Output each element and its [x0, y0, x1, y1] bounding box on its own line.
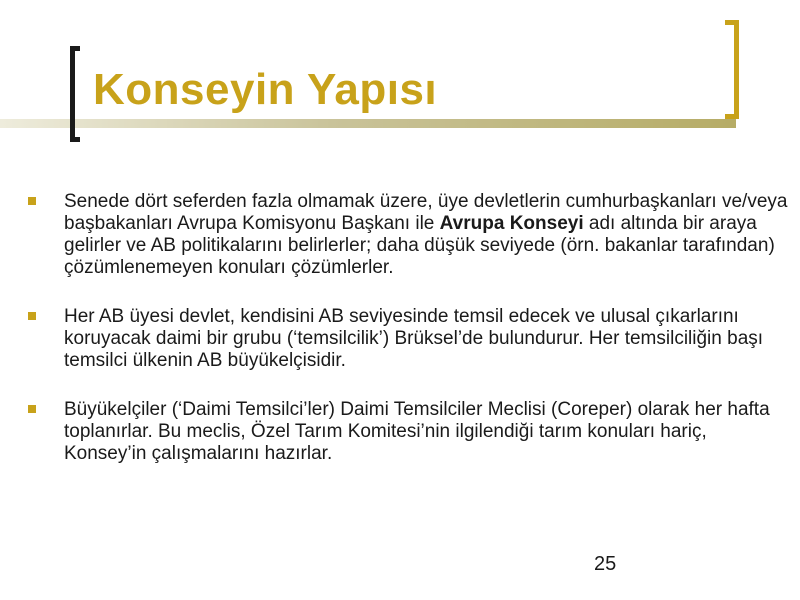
slide-title: Konseyin Yapısı [93, 65, 438, 114]
page-number: 25 [594, 553, 617, 575]
bold-term: Avrupa Konseyi [439, 213, 584, 234]
bullet-item [28, 191, 788, 279]
bullet-square-icon [28, 312, 36, 320]
bullet-list [28, 191, 788, 492]
bullet-text: Her AB üyesi devlet, kendisini AB seviyesinde temsil edecek ve ulusal çıkarlarını koruyacak daimi bir grubu (‘temsilcilik’) Brüksel’de bulundurur. Her temsilciliğin başı temsilci ülkenin AB büyükelçisidir. [64, 306, 764, 371]
bullet-square-icon [28, 405, 36, 413]
bullet-text: Büyükelçiler (‘Daimi Temsilci’ler) Daimi Temsilciler Meclisi (Coreper) olarak her hafta toplanırlar. Bu meclis, Özel Tarım Komitesi’nin ilgilendiği tarım konuları hariç, Konsey’in çalışmalarını hazırlar. [64, 399, 770, 464]
right-bracket-decoration [725, 20, 739, 119]
bullet-item [28, 306, 788, 372]
bullet-text: Senede dört seferden fazla olmamak üzere, üye devletlerin cumhurbaşkanları ve/veya başbakanları Avrupa Komisyonu Başkanı ile Avrupa Konseyi adı altında bir araya gelirler ve AB politikalarını belirlerler; daha düşük seviyede (örn. bakanlar tarafından) çözümlenemeyen konuları çözümlerler. [64, 191, 788, 278]
left-bracket-decoration [70, 46, 80, 142]
title-underline [0, 119, 736, 128]
bullet-item [28, 399, 788, 465]
bullet-square-icon [28, 197, 36, 205]
